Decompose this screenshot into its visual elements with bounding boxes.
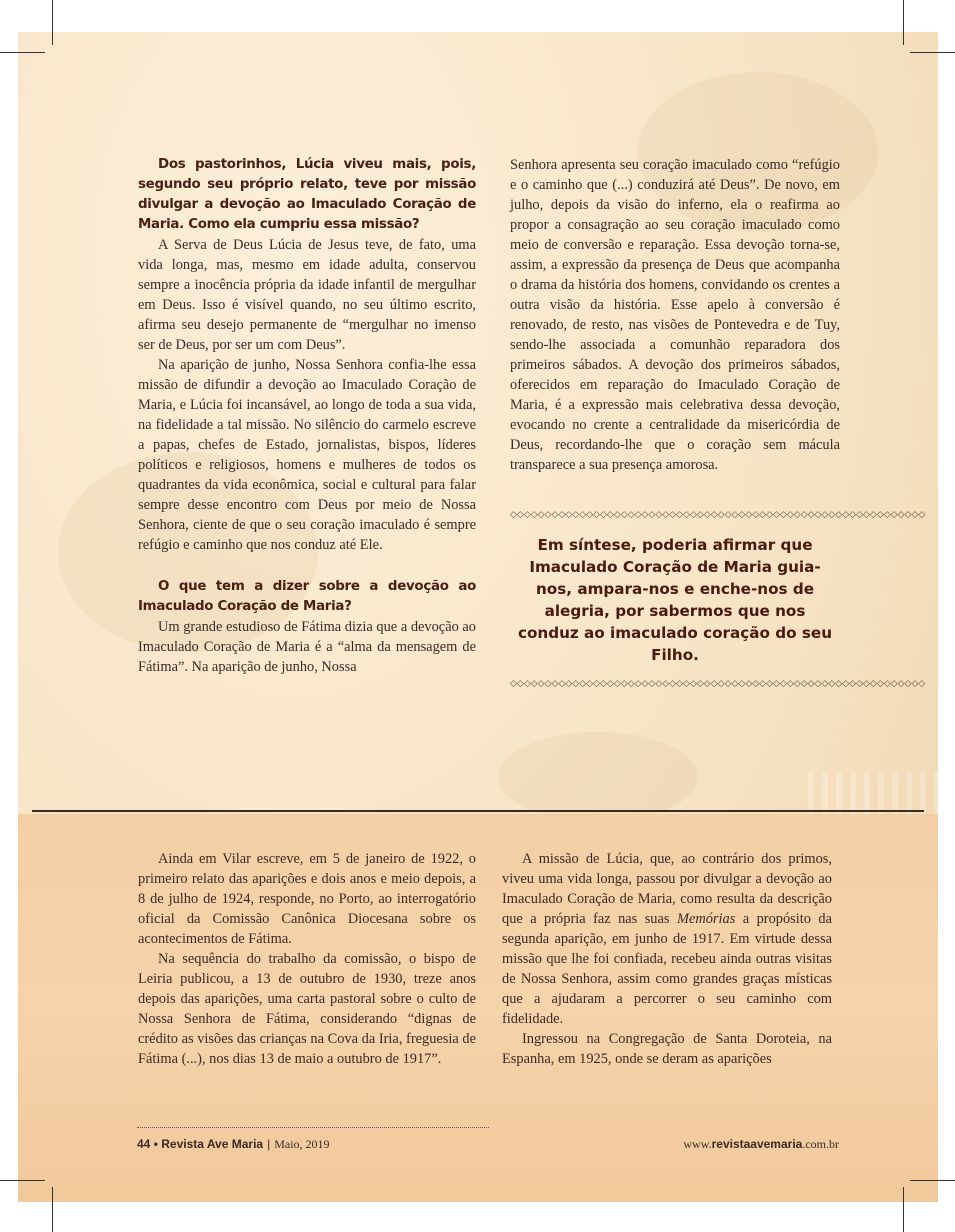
issue-date: Maio, 2019 bbox=[274, 1137, 330, 1151]
book-title: Memórias bbox=[676, 911, 736, 927]
paragraph: A missão de Lúcia, que, ao contrário dos primos, viveu uma vida longa, passou por divulgar a devoção ao Imaculado Coração de Maria, como resulta da descrição que a própria faz nas suas Memórias a propósito da segunda aparição, em junho de 1917. Em virtude dessa missão que lhe foi confiada, recebeu ainda outras visitas de Nossa Senhora, assim como grandes graças místicas que a ajudaram a percorrer o seu caminho com fidelidade. bbox=[502, 851, 832, 1027]
lower-right-column bbox=[502, 849, 832, 1069]
paragraph: Um grande estudioso de Fátima dizia que a devoção ao Imaculado Coração de Maria é a “alma da mensagem de Fátima”. Na aparição de junho, Nossa bbox=[138, 619, 476, 675]
upper-left-column bbox=[138, 155, 476, 677]
lower-left-column bbox=[138, 849, 476, 1069]
footer-url[interactable]: www.revistaavemaria.com.br bbox=[683, 1137, 839, 1151]
pull-quote: Em síntese, poderia afirmar que Imaculado Coração de Maria guia-nos, ampara-nos e enche-nos de alegria, por sabermos que nos conduz ao imaculado coração do seu Filho. bbox=[517, 536, 833, 664]
paragraph: A Serva de Deus Lúcia de Jesus teve, de fato, uma vida longa, mas, mesmo em idade adulta, conservou sempre a inocência própria da idade infantil de mergulhar em Deus. Isso é visível quando, no seu último escrito, afirma seu desejo permanente de “mergulhar no imenso ser de Deus, por ser um com Deus”. bbox=[138, 237, 476, 353]
page-number: 44 bbox=[137, 1137, 151, 1151]
section-divider bbox=[32, 810, 924, 812]
ornament-divider: ◇◇◇◇◇◇◇◇◇◇◇◇◇◇◇◇◇◇◇◇◇◇◇◇◇◇◇◇◇◇◇◇◇◇◇◇◇◇◇◇◇◇◇◇◇◇◇◇◇◇◇◇◇◇◇◇◇◇◇◇ bbox=[510, 679, 926, 689]
footer-folio: 44 • Revista Ave Maria | Maio, 2019 bbox=[137, 1137, 330, 1151]
footer-rule bbox=[137, 1127, 489, 1128]
paragraph: Na sequência do trabalho da comissão, o bispo de Leiria publicou, a 13 de outubro de 1930, treze anos depois das aparições, uma carta pastoral sobre o culto de Nossa Senhora de Fátima, considerando “dignas de crédito as visões das crianças na Cova da Iria, freguesia de Fátima (...), nos dias 13 de maio a outubro de 1917”. bbox=[138, 951, 476, 1067]
ornament-divider: ◇◇◇◇◇◇◇◇◇◇◇◇◇◇◇◇◇◇◇◇◇◇◇◇◇◇◇◇◇◇◇◇◇◇◇◇◇◇◇◇◇◇◇◇◇◇◇◇◇◇◇◇◇◇◇◇◇◇◇◇ bbox=[510, 510, 926, 520]
paragraph: Ingressou na Congregação de Santa Doroteia, na Espanha, em 1925, onde se deram as aparições bbox=[502, 1031, 832, 1067]
paragraph: Senhora apresenta seu coração imaculado como “refúgio e o caminho que (...) conduzirá até Deus”. De novo, em julho, depois da visão do inferno, ela o reafirma ao propor a consagração ao seu coração imaculado como meio de conversão e reparação. Essa devoção torna-se, assim, a expressão da presença de Deus que acompanha o drama da história dos homens, convidando os crentes a outra visão da história. Esse apelo à conversão é renovado, de resto, nas visões de Pontevedra e de Tuy, sendo-lhe associada a comunhão reparadora dos primeiros sábados. A devoção dos primeiros sábados, oferecidos em reparação do Imaculado Coração de Maria, é a expressão mais celebrativa dessa devoção, evocando no crente a centralidade da misericórdia de Deus, recordando-lhe que o coração sem mácula transparece a sua presença amorosa. bbox=[510, 157, 840, 473]
upper-right-column bbox=[510, 155, 840, 475]
paragraph: Na aparição de junho, Nossa Senhora confia-lhe essa missão de difundir a devoção ao Imaculado Coração de Maria, e Lúcia foi incansável, ao longo de toda a sua vida, na fidelidade a tal missão. No silêncio do carmelo escreve a papas, chefes de Estado, jornalistas, bispos, líderes políticos e religiosos, homens e mulheres de todos os quadrantes da vida econômica, social e cultural para falar sempre desse encontro com Deus por meio de Nossa Senhora, ciente de que o seu coração imaculado é sempre refúgio e caminho que nos conduz até Ele. bbox=[138, 357, 476, 553]
paragraph: Ainda em Vilar escreve, em 5 de janeiro de 1922, o primeiro relato das aparições e dois anos e meio depois, a 8 de julho de 1924, responde, no Porto, ao interrogatório oficial da Comissão Canônica Diocesana sobre os acontecimentos de Fátima. bbox=[138, 851, 476, 947]
magazine-name: Revista Ave Maria bbox=[161, 1137, 264, 1151]
question-heading: O que tem a dizer sobre a devoção ao Imaculado Coração de Maria? bbox=[138, 579, 476, 614]
question-heading: Dos pastorinhos, Lúcia viveu mais, pois, segundo seu próprio relato, teve por missão divulgar a devoção ao Imaculado Coração de Maria. Como ela cumpriu essa missão? bbox=[138, 157, 476, 232]
